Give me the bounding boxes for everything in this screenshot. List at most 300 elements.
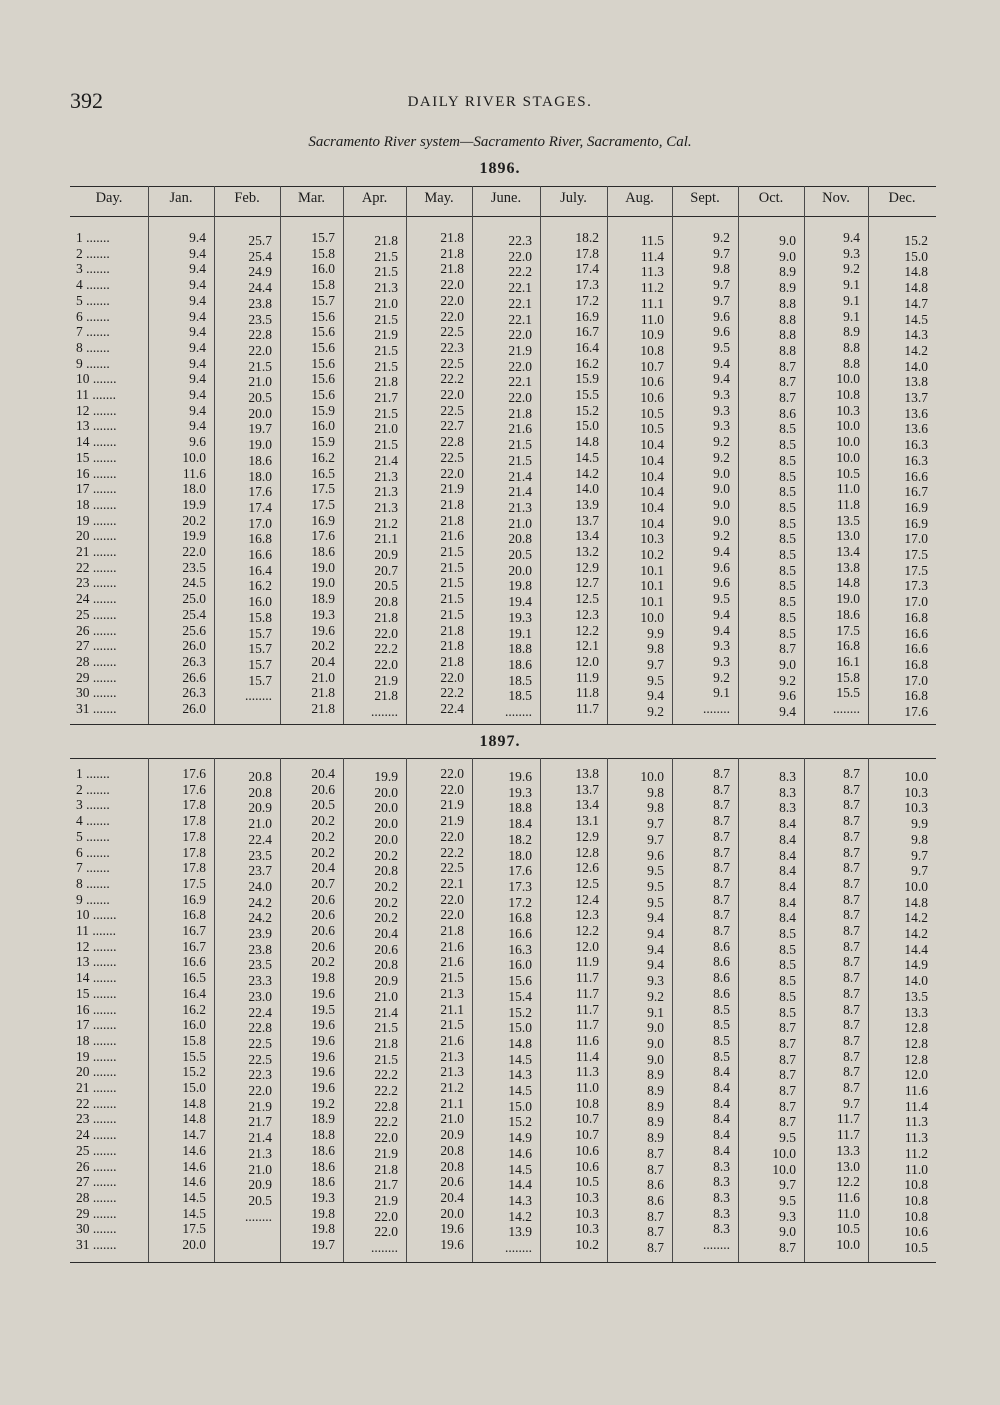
stage-value: 15.4 bbox=[508, 989, 532, 1004]
stage-value: 14.9 bbox=[904, 957, 928, 972]
stage-value: 8.7 bbox=[843, 1017, 860, 1032]
stage-value: 13.8 bbox=[836, 560, 860, 575]
stage-value: 16.0 bbox=[311, 418, 335, 433]
stage-value: 9.7 bbox=[911, 863, 928, 878]
stage-value: 22.0 bbox=[374, 626, 398, 641]
header-july: July. bbox=[560, 190, 587, 206]
stage-value: 20.6 bbox=[311, 907, 335, 922]
stage-value: 9.4 bbox=[843, 230, 860, 245]
day-label: 26 ....... bbox=[76, 1159, 117, 1174]
stage-value: 8.7 bbox=[647, 1240, 664, 1255]
stage-value: 21.5 bbox=[374, 249, 398, 264]
stage-value: 16.3 bbox=[508, 942, 532, 957]
stage-value: 9.2 bbox=[713, 434, 730, 449]
stage-value: 17.5 bbox=[311, 481, 335, 496]
stage-value: 20.9 bbox=[440, 1127, 464, 1142]
stage-value: 15.9 bbox=[575, 371, 599, 386]
stage-value: 9.6 bbox=[189, 434, 206, 449]
stage-value: 14.5 bbox=[508, 1052, 532, 1067]
stage-value: 8.7 bbox=[843, 939, 860, 954]
stage-value: 9.0 bbox=[779, 1224, 796, 1239]
stage-value: 21.8 bbox=[374, 1036, 398, 1051]
stage-value: 10.0 bbox=[640, 610, 664, 625]
day-label: 11 ....... bbox=[76, 923, 116, 938]
stage-value: 8.3 bbox=[779, 800, 796, 815]
header-nov: Nov. bbox=[822, 190, 850, 206]
stage-value: 17.3 bbox=[508, 879, 532, 894]
stage-value: 9.2 bbox=[713, 230, 730, 245]
stage-value: 8.4 bbox=[779, 832, 796, 847]
stage-value: 11.1 bbox=[640, 296, 664, 311]
stage-value: 9.4 bbox=[713, 623, 730, 638]
stage-value: 20.0 bbox=[248, 406, 272, 421]
stage-value: 9.0 bbox=[779, 233, 796, 248]
stage-value: 10.3 bbox=[904, 800, 928, 815]
stage-value: 14.2 bbox=[904, 343, 928, 358]
stage-value: 21.8 bbox=[440, 246, 464, 261]
stage-value: 9.4 bbox=[189, 387, 206, 402]
stage-value: 8.7 bbox=[843, 782, 860, 797]
day-label: 4 ....... bbox=[76, 277, 110, 292]
stage-value: 12.8 bbox=[904, 1020, 928, 1035]
stage-value: 22.2 bbox=[440, 685, 464, 700]
day-label: 24 ....... bbox=[76, 591, 117, 606]
stage-value: 8.4 bbox=[713, 1127, 730, 1142]
stage-value: 21.9 bbox=[248, 1099, 272, 1114]
stage-value: 21.0 bbox=[248, 374, 272, 389]
stage-value: 10.0 bbox=[836, 371, 860, 386]
stage-value: 19.7 bbox=[248, 421, 272, 436]
stage-value: 9.7 bbox=[843, 1096, 860, 1111]
stage-value: 9.4 bbox=[189, 324, 206, 339]
stage-value: 16.2 bbox=[248, 578, 272, 593]
stage-value: 10.3 bbox=[640, 531, 664, 546]
stage-value: 20.6 bbox=[440, 1174, 464, 1189]
stage-value: 23.5 bbox=[248, 957, 272, 972]
stage-value: 19.6 bbox=[508, 769, 532, 784]
stage-value: 10.5 bbox=[575, 1174, 599, 1189]
stage-value: 8.6 bbox=[713, 970, 730, 985]
stage-value: 19.6 bbox=[440, 1221, 464, 1236]
stage-value: 24.4 bbox=[248, 280, 272, 295]
stage-value: 20.5 bbox=[248, 1193, 272, 1208]
stage-value: 15.6 bbox=[508, 973, 532, 988]
stage-value: 15.7 bbox=[311, 293, 335, 308]
stage-value: 14.4 bbox=[904, 942, 928, 957]
stage-value: 8.5 bbox=[779, 469, 796, 484]
stage-value: 17.5 bbox=[904, 563, 928, 578]
stage-value: 9.3 bbox=[713, 418, 730, 433]
stage-value: 21.0 bbox=[248, 816, 272, 831]
stage-value: 21.5 bbox=[374, 437, 398, 452]
stage-value: 15.0 bbox=[508, 1020, 532, 1035]
stage-value: 13.2 bbox=[575, 544, 599, 559]
stage-value: 9.7 bbox=[647, 832, 664, 847]
stage-value: 21.9 bbox=[440, 797, 464, 812]
day-label: 14 ....... bbox=[76, 970, 117, 985]
stage-value: 22.1 bbox=[508, 312, 532, 327]
day-label: 23 ....... bbox=[76, 575, 117, 590]
stage-value: 15.6 bbox=[311, 356, 335, 371]
stage-value: 8.3 bbox=[713, 1221, 730, 1236]
stage-value: 8.6 bbox=[713, 954, 730, 969]
stage-value: 22.1 bbox=[440, 876, 464, 891]
stage-value: 23.5 bbox=[182, 560, 206, 575]
stage-value: 9.4 bbox=[713, 356, 730, 371]
stage-value: 17.6 bbox=[311, 528, 335, 543]
stage-value: 16.8 bbox=[904, 657, 928, 672]
stage-value: 14.8 bbox=[575, 434, 599, 449]
stage-value: 8.3 bbox=[713, 1174, 730, 1189]
stage-value: 21.0 bbox=[374, 421, 398, 436]
stage-value: 16.3 bbox=[904, 453, 928, 468]
stage-value: 21.5 bbox=[440, 607, 464, 622]
stage-value: 9.4 bbox=[647, 688, 664, 703]
stage-value: 22.4 bbox=[440, 701, 464, 716]
stage-value: 10.5 bbox=[836, 466, 860, 481]
day-label: 6 ....... bbox=[76, 309, 110, 324]
stage-value: 18.6 bbox=[311, 1143, 335, 1158]
stage-value: 23.3 bbox=[248, 973, 272, 988]
stage-value: 16.8 bbox=[904, 688, 928, 703]
header-feb: Feb. bbox=[234, 190, 260, 206]
stage-value: 9.6 bbox=[647, 848, 664, 863]
stage-value: 11.9 bbox=[575, 670, 599, 685]
stage-value: 10.3 bbox=[836, 403, 860, 418]
stage-value: 22.0 bbox=[508, 390, 532, 405]
stage-value: 11.4 bbox=[904, 1099, 928, 1114]
stage-value: 11.2 bbox=[640, 280, 664, 295]
stage-value: 21.3 bbox=[508, 500, 532, 515]
stage-value: 9.8 bbox=[911, 832, 928, 847]
stage-value: 21.8 bbox=[440, 654, 464, 669]
stage-value: 22.2 bbox=[374, 1114, 398, 1129]
day-label: 24 ....... bbox=[76, 1127, 117, 1142]
blank-entry: ........ bbox=[703, 1237, 730, 1252]
stage-value: 9.7 bbox=[911, 848, 928, 863]
stage-value: 11.7 bbox=[575, 1002, 599, 1017]
stage-value: 11.0 bbox=[575, 1080, 599, 1095]
day-label: 31 ....... bbox=[76, 701, 117, 716]
stage-value: 10.5 bbox=[640, 421, 664, 436]
stage-value: 14.6 bbox=[508, 1146, 532, 1161]
stage-value: 17.0 bbox=[904, 594, 928, 609]
stage-value: 8.5 bbox=[779, 578, 796, 593]
stage-value: 14.2 bbox=[575, 466, 599, 481]
stage-value: 14.5 bbox=[904, 312, 928, 327]
day-label: 2 ....... bbox=[76, 782, 110, 797]
stage-value: 8.5 bbox=[713, 1033, 730, 1048]
stage-value: 14.7 bbox=[182, 1127, 206, 1142]
stage-value: 21.4 bbox=[374, 1005, 398, 1020]
day-label: 3 ....... bbox=[76, 261, 110, 276]
stage-value: 14.3 bbox=[508, 1067, 532, 1082]
stage-value: 8.7 bbox=[779, 359, 796, 374]
stage-value: 24.2 bbox=[248, 910, 272, 925]
stage-value: 8.5 bbox=[779, 563, 796, 578]
stage-value: 22.0 bbox=[374, 1209, 398, 1224]
year-heading-1897: 1897. bbox=[479, 733, 521, 750]
stage-value: 14.5 bbox=[575, 450, 599, 465]
stage-value: 19.9 bbox=[182, 528, 206, 543]
stage-value: 8.5 bbox=[779, 626, 796, 641]
stage-value: 12.1 bbox=[575, 638, 599, 653]
stage-value: 21.5 bbox=[440, 591, 464, 606]
stage-value: 20.9 bbox=[248, 1177, 272, 1192]
stage-value: 22.3 bbox=[508, 233, 532, 248]
stage-value: 23.5 bbox=[248, 848, 272, 863]
stage-value: 8.8 bbox=[779, 327, 796, 342]
stage-value: 20.2 bbox=[374, 895, 398, 910]
running-head: DAILY RIVER STAGES. bbox=[407, 94, 593, 110]
stage-value: 9.7 bbox=[713, 293, 730, 308]
stage-value: 16.0 bbox=[182, 1017, 206, 1032]
day-label: 25 ....... bbox=[76, 607, 117, 622]
stage-value: 22.2 bbox=[440, 845, 464, 860]
stage-value: 17.8 bbox=[182, 813, 206, 828]
stage-value: 8.7 bbox=[779, 1099, 796, 1114]
stage-value: 21.9 bbox=[374, 1193, 398, 1208]
stage-value: 21.9 bbox=[440, 481, 464, 496]
stage-value: 13.3 bbox=[836, 1143, 860, 1158]
stage-value: 8.7 bbox=[713, 782, 730, 797]
stage-value: 17.6 bbox=[508, 863, 532, 878]
stage-value: 11.4 bbox=[575, 1049, 599, 1064]
stage-value: 8.7 bbox=[843, 1033, 860, 1048]
stage-value: 17.8 bbox=[575, 246, 599, 261]
stage-value: 20.4 bbox=[311, 860, 335, 875]
stage-value: 8.5 bbox=[779, 942, 796, 957]
stage-value: 11.7 bbox=[575, 1017, 599, 1032]
stage-value: 9.4 bbox=[189, 371, 206, 386]
stage-value: 12.2 bbox=[836, 1174, 860, 1189]
stage-value: 8.7 bbox=[779, 374, 796, 389]
blank-entry: ........ bbox=[833, 701, 860, 716]
stage-value: 15.8 bbox=[836, 670, 860, 685]
stage-value: 13.7 bbox=[575, 513, 599, 528]
stage-value: 22.8 bbox=[248, 327, 272, 342]
blank-entry: ........ bbox=[371, 704, 398, 719]
day-label: 17 ....... bbox=[76, 1017, 117, 1032]
day-label: 28 ....... bbox=[76, 1190, 117, 1205]
stage-value: 10.9 bbox=[640, 327, 664, 342]
stage-value: 14.2 bbox=[508, 1209, 532, 1224]
stage-value: 17.8 bbox=[182, 860, 206, 875]
stage-value: 8.5 bbox=[779, 1005, 796, 1020]
stage-value: 8.7 bbox=[843, 797, 860, 812]
stage-value: 17.8 bbox=[182, 829, 206, 844]
stage-value: 8.7 bbox=[843, 1080, 860, 1095]
stage-value: 21.8 bbox=[440, 513, 464, 528]
stage-value: 8.7 bbox=[843, 1002, 860, 1017]
stage-value: 22.2 bbox=[440, 371, 464, 386]
stage-value: 22.0 bbox=[440, 670, 464, 685]
header-oct: Oct. bbox=[758, 190, 784, 206]
stage-value: 9.5 bbox=[779, 1130, 796, 1145]
stage-value: 19.3 bbox=[311, 1190, 335, 1205]
stage-value: 9.1 bbox=[843, 277, 860, 292]
stage-value: 15.8 bbox=[311, 277, 335, 292]
stage-value: 14.8 bbox=[182, 1096, 206, 1111]
stage-value: 21.5 bbox=[248, 359, 272, 374]
day-label: 27 ....... bbox=[76, 1174, 117, 1189]
stage-value: 15.5 bbox=[575, 387, 599, 402]
stage-value: 11.3 bbox=[640, 264, 664, 279]
stage-value: 9.3 bbox=[713, 638, 730, 653]
stage-value: 22.0 bbox=[508, 249, 532, 264]
stage-value: 19.8 bbox=[311, 1221, 335, 1236]
stage-value: 9.2 bbox=[713, 670, 730, 685]
stage-value: 8.4 bbox=[779, 863, 796, 878]
stage-value: 22.4 bbox=[248, 1005, 272, 1020]
stage-value: 23.9 bbox=[248, 926, 272, 941]
stage-value: 16.9 bbox=[575, 309, 599, 324]
stage-value: 16.0 bbox=[508, 957, 532, 972]
day-label: 21 ....... bbox=[76, 1080, 117, 1095]
stage-value: 16.6 bbox=[904, 626, 928, 641]
stage-value: 9.3 bbox=[843, 246, 860, 261]
stage-value: 19.6 bbox=[311, 1064, 335, 1079]
stage-value: 13.6 bbox=[904, 421, 928, 436]
stage-value: 8.4 bbox=[779, 910, 796, 925]
stage-value: 13.7 bbox=[904, 390, 928, 405]
stage-value: 18.8 bbox=[311, 1127, 335, 1142]
stage-value: 10.0 bbox=[836, 1237, 860, 1252]
stage-value: 17.6 bbox=[182, 766, 206, 781]
day-label: 12 ....... bbox=[76, 403, 117, 418]
header-may: May. bbox=[424, 190, 454, 206]
stage-value: 21.5 bbox=[374, 359, 398, 374]
stage-value: 8.7 bbox=[843, 954, 860, 969]
day-label: 20 ....... bbox=[76, 528, 117, 543]
stage-value: 13.1 bbox=[575, 813, 599, 828]
stage-value: 8.4 bbox=[713, 1064, 730, 1079]
stage-value: 14.8 bbox=[904, 280, 928, 295]
stage-value: 8.7 bbox=[843, 845, 860, 860]
stage-value: 14.2 bbox=[904, 926, 928, 941]
stage-value: 21.8 bbox=[440, 261, 464, 276]
stage-value: 21.8 bbox=[440, 638, 464, 653]
stage-value: 8.5 bbox=[713, 1017, 730, 1032]
stage-value: 21.5 bbox=[374, 406, 398, 421]
stage-value: 11.2 bbox=[904, 1146, 928, 1161]
stage-value: 21.8 bbox=[440, 623, 464, 638]
day-label: 19 ....... bbox=[76, 1049, 117, 1064]
stage-value: 9.7 bbox=[647, 816, 664, 831]
stage-value: 21.4 bbox=[508, 484, 532, 499]
header-bottom-rule bbox=[70, 216, 936, 217]
stage-value: 8.7 bbox=[779, 1083, 796, 1098]
stage-value: 9.4 bbox=[713, 371, 730, 386]
stage-value: 16.9 bbox=[311, 513, 335, 528]
stage-value: 8.7 bbox=[843, 923, 860, 938]
stage-value: 20.0 bbox=[508, 563, 532, 578]
stage-value: 19.5 bbox=[311, 1002, 335, 1017]
year-heading-1896: 1896. bbox=[479, 160, 521, 177]
stage-value: 12.8 bbox=[904, 1052, 928, 1067]
stage-value: 8.7 bbox=[779, 1020, 796, 1035]
stage-value: 20.9 bbox=[248, 800, 272, 815]
stage-value: 21.0 bbox=[440, 1111, 464, 1126]
day-label: 13 ....... bbox=[76, 954, 117, 969]
stage-value: 16.6 bbox=[904, 469, 928, 484]
stage-value: 17.2 bbox=[508, 895, 532, 910]
stage-value: 21.5 bbox=[440, 575, 464, 590]
stage-value: 19.9 bbox=[182, 497, 206, 512]
stage-value: 26.0 bbox=[182, 638, 206, 653]
stage-value: 9.2 bbox=[713, 528, 730, 543]
stage-value: 9.6 bbox=[713, 560, 730, 575]
stage-value: 9.7 bbox=[713, 277, 730, 292]
stage-value: 14.0 bbox=[575, 481, 599, 496]
stage-value: 14.5 bbox=[182, 1206, 206, 1221]
stage-value: 8.5 bbox=[779, 989, 796, 1004]
stage-value: 13.5 bbox=[904, 989, 928, 1004]
stage-value: 16.4 bbox=[248, 563, 272, 578]
stage-value: 22.1 bbox=[508, 296, 532, 311]
stage-value: 8.6 bbox=[647, 1177, 664, 1192]
day-label: 10 ....... bbox=[76, 907, 117, 922]
day-label: 29 ....... bbox=[76, 670, 117, 685]
stage-value: 9.4 bbox=[189, 277, 206, 292]
stage-value: 14.8 bbox=[904, 895, 928, 910]
stage-value: 14.5 bbox=[508, 1162, 532, 1177]
stage-value: 22.0 bbox=[248, 343, 272, 358]
stage-value: 20.6 bbox=[311, 892, 335, 907]
stage-value: 15.2 bbox=[508, 1114, 532, 1129]
stage-value: 8.7 bbox=[843, 813, 860, 828]
stage-value: 20.5 bbox=[374, 578, 398, 593]
stage-value: 8.9 bbox=[647, 1067, 664, 1082]
stage-value: 9.4 bbox=[189, 293, 206, 308]
stage-value: 20.7 bbox=[374, 563, 398, 578]
stage-value: 21.7 bbox=[374, 390, 398, 405]
stage-value: 21.8 bbox=[440, 230, 464, 245]
stage-value: 8.9 bbox=[647, 1114, 664, 1129]
stage-value: 20.6 bbox=[311, 782, 335, 797]
stage-value: 19.0 bbox=[311, 560, 335, 575]
stage-value: 22.4 bbox=[248, 832, 272, 847]
stage-value: 19.3 bbox=[311, 607, 335, 622]
stage-value: 17.4 bbox=[248, 500, 272, 515]
stage-value: 9.2 bbox=[779, 673, 796, 688]
stage-value: 20.4 bbox=[440, 1190, 464, 1205]
stage-value: 19.4 bbox=[508, 594, 532, 609]
stage-value: 22.0 bbox=[182, 544, 206, 559]
stage-value: 8.4 bbox=[713, 1080, 730, 1095]
stage-value: 11.5 bbox=[640, 233, 664, 248]
stage-value: 12.3 bbox=[575, 607, 599, 622]
stage-value: 17.5 bbox=[182, 876, 206, 891]
stage-value: 22.0 bbox=[440, 466, 464, 481]
day-label: 9 ....... bbox=[76, 892, 110, 907]
stage-value: 16.5 bbox=[182, 970, 206, 985]
stage-value: 16.6 bbox=[904, 641, 928, 656]
stage-value: 10.4 bbox=[640, 469, 664, 484]
stage-value: 14.5 bbox=[182, 1190, 206, 1205]
day-label: 15 ....... bbox=[76, 986, 117, 1001]
stage-value: 22.2 bbox=[374, 641, 398, 656]
stage-value: 12.2 bbox=[575, 623, 599, 638]
stage-value: 22.8 bbox=[374, 1099, 398, 1114]
day-label: 16 ....... bbox=[76, 1002, 117, 1017]
stage-value: 17.5 bbox=[836, 623, 860, 638]
stage-value: 21.3 bbox=[440, 986, 464, 1001]
stage-value: 8.7 bbox=[779, 1036, 796, 1051]
stage-value: 21.0 bbox=[508, 516, 532, 531]
stage-value: 21.9 bbox=[508, 343, 532, 358]
stage-value: 10.0 bbox=[836, 434, 860, 449]
